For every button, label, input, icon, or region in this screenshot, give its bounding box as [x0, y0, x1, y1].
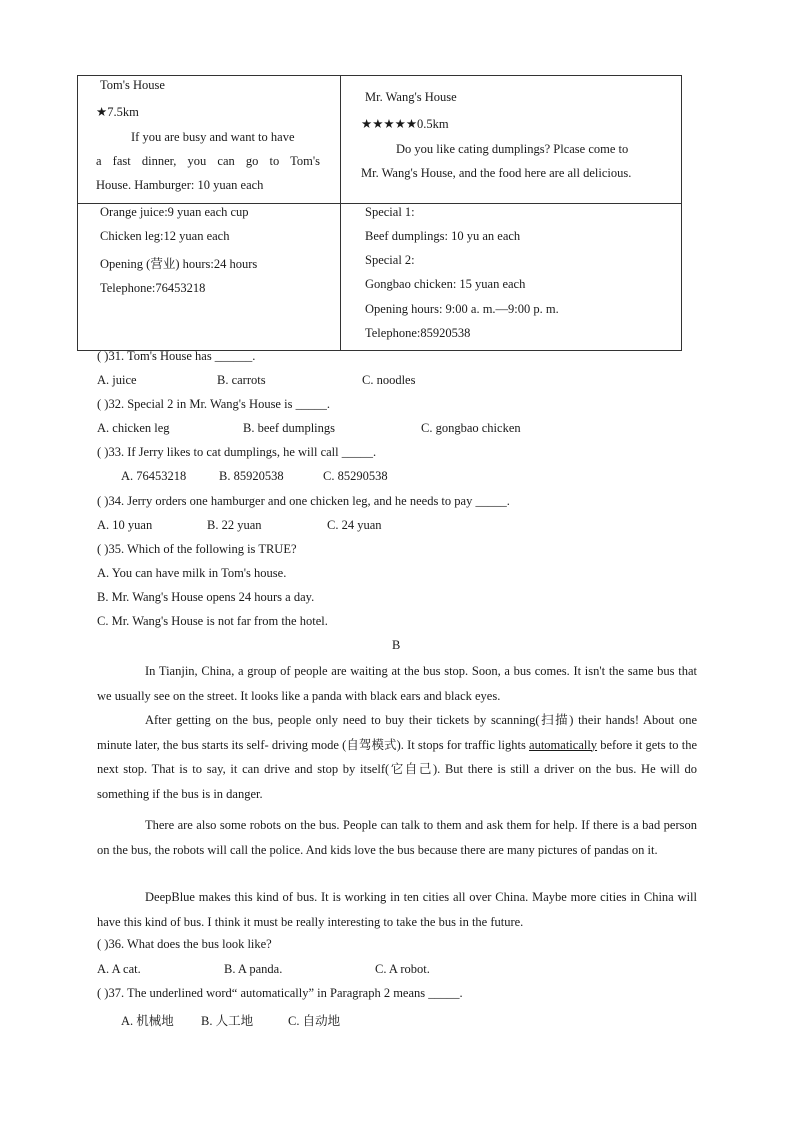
question-33: ( )33. If Jerry likes to cat dumplings, he will call _____.	[97, 445, 377, 459]
q34-option-b: B. 22 yuan	[207, 518, 262, 532]
q31-option-c: C. noodles	[362, 373, 416, 387]
question-32: ( )32. Special 2 in Mr. Wang's House is _____.	[97, 397, 330, 411]
q35-option-c: C. Mr. Wang's House is not far from the hotel.	[97, 614, 328, 628]
q32-option-a: A. chicken leg	[97, 421, 170, 435]
wangs-menu-item: Opening hours: 9:00 a. m.—9:00 p. m.	[365, 302, 559, 316]
q33-option-c: C. 85290538	[323, 469, 388, 483]
toms-house-menu-cell	[78, 204, 341, 351]
q33-option-a: A. 76453218	[121, 469, 187, 483]
q36-option-c: C. A robot.	[375, 962, 430, 976]
question-37: ( )37. The underlined word“ automatically” in Paragraph 2 means _____.	[97, 986, 463, 1000]
wangs-menu-item: Special 2:	[365, 253, 415, 267]
passage-paragraph-2: After getting on the bus, people only need to buy their tickets by scanning(扫描) their hands! About one minute later, the bus starts its self- driving mode (自驾模式). It stops for traffic lights automatically before it gets to the next stop. That is to say, it can drive and stop by itself(它自己). But there is still a driver on the bus. He will do something if the bus is in danger.	[97, 713, 697, 801]
wangs-house-cell	[341, 76, 682, 204]
wangs-house-name: Mr. Wang's House	[365, 90, 457, 104]
q31-option-a: A. juice	[97, 373, 137, 387]
wangs-menu-item: Gongbao chicken: 15 yuan each	[365, 277, 526, 291]
passage-paragraph-1: In Tianjin, China, a group of people are waiting at the bus stop. Soon, a bus comes. It isn't the same bus that we usually see on the street. It looks like a panda with black ears and black eyes.	[97, 664, 697, 703]
q35-option-a: A. You can have milk in Tom's house.	[97, 566, 287, 580]
toms-menu-item: Telephone:76453218	[100, 281, 206, 295]
section-b-heading: B	[392, 638, 401, 652]
q37-option-a: A. 机械地	[121, 1014, 174, 1028]
question-34: ( )34. Jerry orders one hamburger and one chicken leg, and he needs to pay _____.	[97, 494, 510, 508]
toms-house-desc-line1: If you are busy and want to have	[131, 130, 295, 144]
toms-house-rating: ★7.5km	[96, 105, 139, 119]
question-36: ( )36. What does the bus look like?	[97, 937, 272, 951]
passage-paragraph-4: DeepBlue makes this kind of bus. It is working in ten cities all over China. Maybe more cities in China will have this kind of bus. I think it must be really interesting to take the bus in the future.	[97, 890, 697, 929]
wangs-house-rating: ★★★★★0.5km	[361, 117, 449, 131]
wangs-house-desc-line2: Mr. Wang's House, and the food here are all delicious.	[361, 166, 632, 180]
wangs-menu-item: Beef dumplings: 10 yu an each	[365, 229, 521, 243]
q32-option-b: B. beef dumplings	[243, 421, 336, 435]
wangs-menu-item: Special 1:	[365, 205, 415, 219]
wangs-house-desc-line1: Do you like cating dumplings? Plcase come to	[396, 142, 629, 156]
toms-house-desc-line2: a fast dinner, you can go to Tom's	[96, 154, 320, 168]
q36-option-a: A. A cat.	[97, 962, 141, 976]
q34-option-c: C. 24 yuan	[327, 518, 382, 532]
q34-option-a: A. 10 yuan	[97, 518, 153, 532]
q31-option-b: B. carrots	[217, 373, 266, 387]
wangs-menu-item: Telephone:85920538	[365, 326, 471, 340]
toms-menu-item: Opening (营业) hours:24 hours	[100, 257, 258, 271]
toms-house-desc-line3: House. Hamburger: 10 yuan each	[96, 178, 264, 192]
passage-paragraph-3: There are also some robots on the bus. People can talk to them and ask them for help. If there is a bad person on the bus, the robots will call the police. And kids love the bus because there are many pictures of pandas on it.	[97, 818, 697, 857]
question-31: ( )31. Tom's House has ______.	[97, 349, 256, 363]
toms-menu-item: Orange juice:9 yuan each cup	[100, 205, 249, 219]
q37-option-b: B. 人工地	[201, 1014, 254, 1028]
underlined-word: automatically	[529, 737, 598, 752]
q35-option-b: B. Mr. Wang's House opens 24 hours a day.	[97, 590, 315, 604]
toms-house-name: Tom's House	[100, 78, 165, 92]
question-35: ( )35. Which of the following is TRUE?	[97, 542, 297, 556]
toms-menu-item: Chicken leg:12 yuan each	[100, 229, 230, 243]
q36-option-b: B. A panda.	[224, 962, 283, 976]
q37-option-c: C. 自动地	[288, 1014, 341, 1028]
q33-option-b: B. 85920538	[219, 469, 284, 483]
restaurant-info-table	[77, 75, 682, 351]
q32-option-c: C. gongbao chicken	[421, 421, 521, 435]
toms-house-cell	[78, 76, 341, 204]
wangs-house-menu-cell	[341, 204, 682, 351]
